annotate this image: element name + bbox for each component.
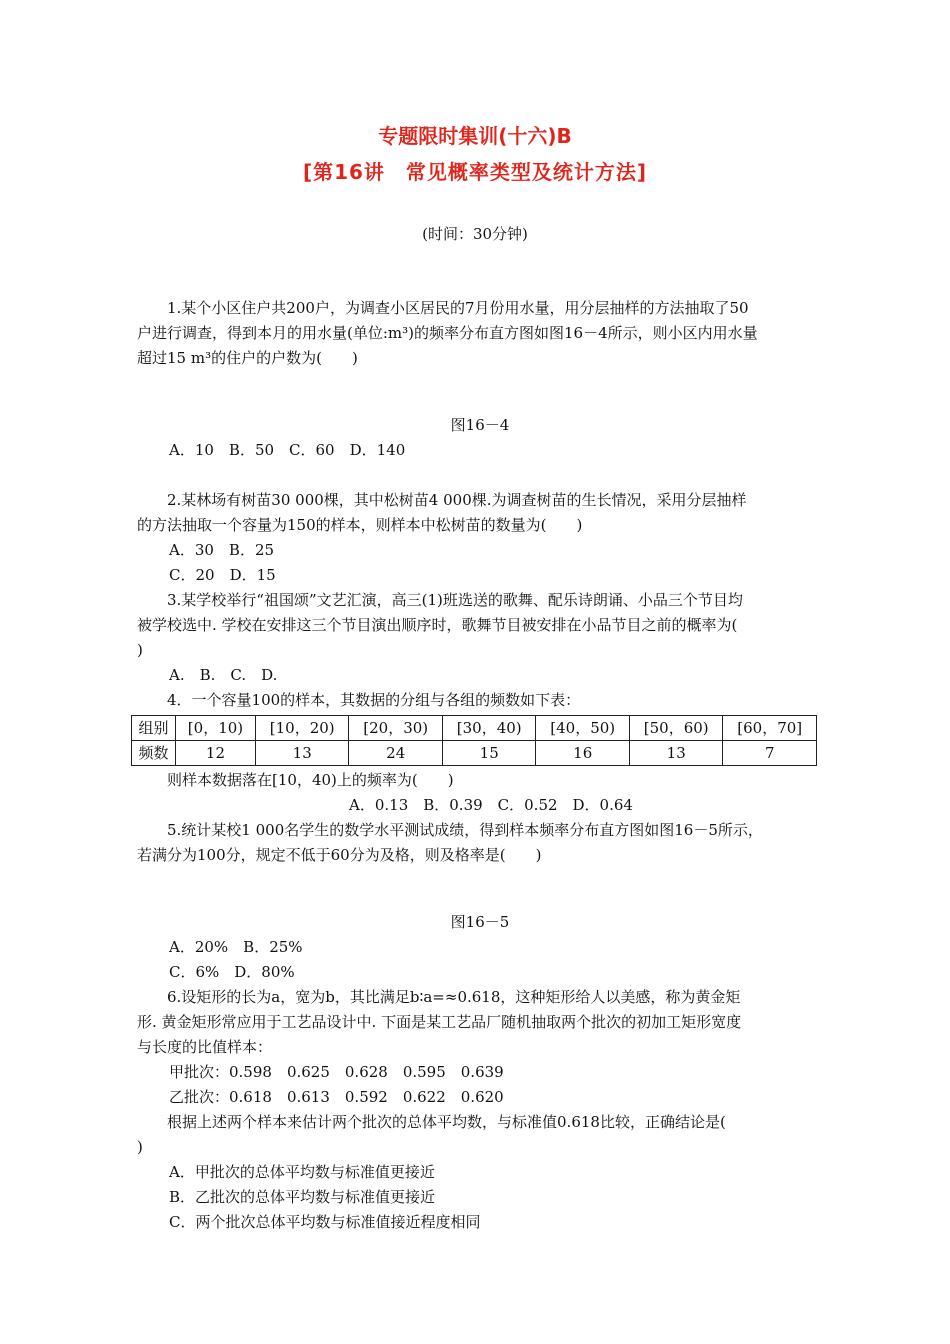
question-3 bbox=[137, 588, 823, 688]
figure-caption-16-4: 图16－4 bbox=[450, 416, 510, 434]
question-5-options-1: A．20% B．25% bbox=[169, 938, 303, 956]
question-5 bbox=[137, 818, 823, 985]
question-3-options: A. B. C. D. bbox=[169, 666, 278, 684]
table-row-counts bbox=[132, 741, 817, 766]
question-3-line-2: 被学校选中. 学校在安排这三个节目演出顺序时，歌舞节目被安排在小品节目之前的概率为( bbox=[137, 616, 738, 634]
question-5-line-2: 若满分为100分，规定不低于60分为及格，则及格率是( ) bbox=[137, 846, 542, 864]
question-6-line-1: 6.设矩形的长为a，宽为b，其比满足b∶a=≈0.618，这种矩形给人以美感，称为黄金矩 bbox=[167, 988, 741, 1006]
question-6-option-a: A．甲批次的总体平均数与标准值更接近 bbox=[169, 1163, 435, 1181]
question-6-line-2: 形. 黄金矩形常应用于工艺品设计中. 下面是某工艺品厂随机抽取两个批次的初加工矩形宽度 bbox=[137, 1013, 742, 1031]
question-1-options: A．10 B．50 C．60 D．140 bbox=[169, 441, 406, 459]
table-cell: 15 bbox=[442, 741, 536, 766]
question-3-line-1: 3.某学校举行“祖国颂”文艺汇演，高三(1)班选送的歌舞、配乐诗朗诵、小品三个节目均 bbox=[167, 591, 743, 609]
table-row-groups bbox=[132, 716, 817, 741]
table-cell: 7 bbox=[723, 741, 817, 766]
question-1 bbox=[137, 296, 823, 463]
question-2-line-1: 2.某林场有树苗30 000棵，其中松树苗4 000棵.为调查树苗的生长情况，采用分层抽样 bbox=[167, 491, 747, 509]
figure-16-5-placeholder bbox=[137, 868, 823, 910]
question-4-question: 则样本数据落在[10，40)上的频率为( ) bbox=[167, 771, 454, 789]
question-5-options-2: C．6% D．80% bbox=[169, 963, 295, 981]
question-6-option-c: C．两个批次总体平均数与标准值接近程度相同 bbox=[169, 1213, 481, 1231]
page-title: 专题限时集训(十六)B bbox=[378, 124, 572, 148]
time-limit: (时间：30分钟) bbox=[422, 225, 528, 243]
table-header-cell: 频数 bbox=[132, 741, 176, 766]
spacer bbox=[137, 463, 823, 488]
batch-a-samples: 甲批次：0.598 0.625 0.628 0.595 0.639 bbox=[169, 1063, 504, 1081]
table-cell: [10，20) bbox=[255, 716, 349, 741]
table-cell: 12 bbox=[176, 741, 256, 766]
table-cell: [40，50) bbox=[536, 716, 630, 741]
question-6-option-b: B．乙批次的总体平均数与标准值更接近 bbox=[169, 1188, 436, 1206]
table-header-cell: 组别 bbox=[132, 716, 176, 741]
question-2-line-2: 的方法抽取一个容量为150的样本，则样本中松树苗的数量为( ) bbox=[137, 516, 583, 534]
table-cell: 13 bbox=[629, 741, 723, 766]
figure-16-4-placeholder bbox=[137, 371, 823, 413]
question-6-question-line-2: ) bbox=[137, 1138, 143, 1156]
page-subtitle: [第16讲 常见概率类型及统计方法] bbox=[302, 160, 648, 184]
question-6-question-line-1: 根据上述两个样本来估计两个批次的总体平均数，与标准值0.618比较，正确结论是( bbox=[167, 1113, 726, 1131]
question-6 bbox=[137, 985, 823, 1235]
question-1-line-1: 1.某个小区住户共200户，为调查小区居民的7月份用水量，用分层抽样的方法抽取了50 bbox=[167, 299, 749, 317]
table-cell: [60，70] bbox=[723, 716, 817, 741]
table-cell: 24 bbox=[349, 741, 443, 766]
question-3-line-3: ) bbox=[137, 641, 143, 659]
question-2-options-1: A．30 B．25 bbox=[169, 541, 275, 559]
table-cell: [0，10) bbox=[176, 716, 256, 741]
question-2 bbox=[137, 488, 823, 588]
table-cell: [30，40) bbox=[442, 716, 536, 741]
question-list bbox=[137, 296, 823, 1235]
question-1-line-3: 超过15 m³的住户的户数为( ) bbox=[137, 349, 358, 367]
figure-caption-16-5: 图16－5 bbox=[450, 913, 510, 931]
table-cell: [20，30) bbox=[349, 716, 443, 741]
table-cell: 13 bbox=[255, 741, 349, 766]
question-2-options-2: C．20 D．15 bbox=[169, 566, 276, 584]
question-4 bbox=[137, 688, 823, 818]
question-4-stem: 4．一个容量100的样本，其数据的分组与各组的频数如下表： bbox=[167, 691, 581, 709]
question-4-options: A．0.13 B．0.39 C．0.52 D．0.64 bbox=[349, 796, 633, 814]
question-1-line-2: 户进行调查，得到本月的用水量(单位:m³)的频率分布直方图如图16－4所示，则小区内用水量 bbox=[137, 324, 758, 342]
frequency-table bbox=[131, 715, 817, 766]
table-cell: [50，60) bbox=[629, 716, 723, 741]
table-cell: 16 bbox=[536, 741, 630, 766]
question-6-line-3: 与长度的比值样本： bbox=[137, 1038, 273, 1056]
batch-b-samples: 乙批次：0.618 0.613 0.592 0.622 0.620 bbox=[169, 1088, 504, 1106]
question-5-line-1: 5.统计某校1 000名学生的数学水平测试成绩，得到样本频率分布直方图如图16－5所示， bbox=[167, 821, 763, 839]
